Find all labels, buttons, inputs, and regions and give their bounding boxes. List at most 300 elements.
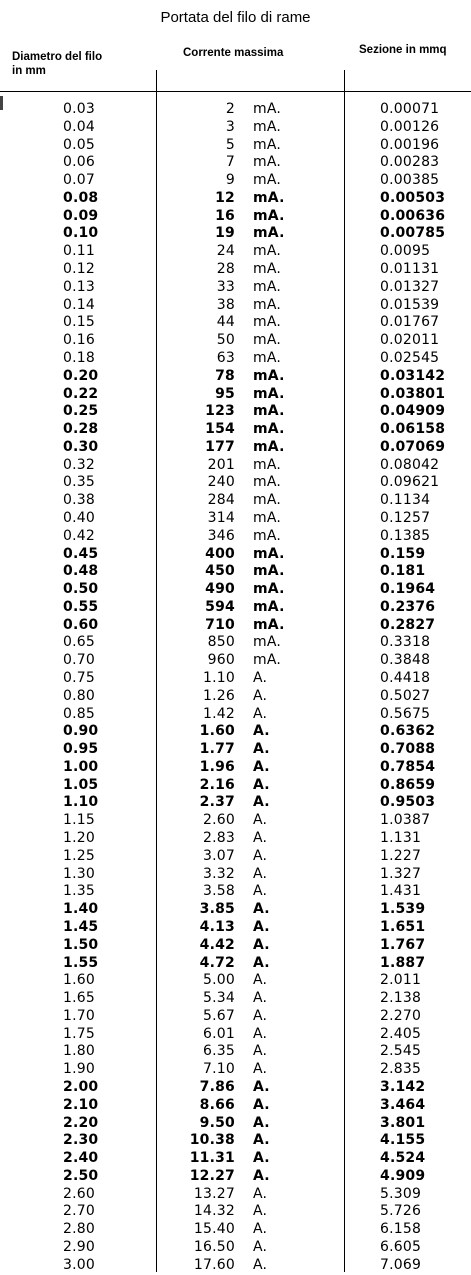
section-cell: 3.801: [380, 1114, 426, 1131]
diameter-cell: 2.20: [63, 1114, 99, 1131]
current-cell: 2.16: [199, 776, 235, 793]
table-row: [0, 759, 471, 777]
table-row: [0, 848, 471, 866]
section-cell: 0.00126: [380, 118, 440, 135]
section-cell: 0.01539: [380, 296, 440, 313]
unit-cell: mA.: [253, 581, 285, 598]
unit-cell: mA.: [253, 332, 282, 349]
section-cell: 0.08042: [380, 456, 440, 473]
table-row: [0, 563, 471, 581]
unit-cell: mA.: [253, 101, 282, 117]
current-cell: 400: [205, 545, 235, 562]
column-header-current: Corrente massima: [183, 47, 284, 59]
unit-cell: A.: [253, 865, 268, 882]
table-row: [0, 474, 471, 492]
table-row: [0, 581, 471, 599]
unit-cell: A.: [253, 990, 268, 1007]
diameter-cell: 2.40: [63, 1150, 99, 1167]
diameter-cell: 0.85: [63, 705, 95, 722]
diameter-cell: 0.05: [63, 136, 95, 153]
unit-cell: mA.: [253, 367, 285, 384]
diameter-cell: 0.55: [63, 598, 99, 615]
unit-cell: mA.: [253, 136, 282, 153]
section-cell: 0.1134: [380, 492, 431, 509]
diameter-cell: 1.25: [63, 847, 95, 864]
unit-cell: A.: [253, 954, 270, 971]
table-row: [0, 688, 471, 706]
current-cell: 12.27: [189, 1167, 235, 1184]
table-row: [0, 883, 471, 901]
current-cell: 78: [215, 367, 235, 384]
current-cell: 7.10: [203, 1061, 235, 1078]
table-row: [0, 1239, 471, 1257]
unit-cell: A.: [253, 1239, 268, 1255]
table-row: [0, 919, 471, 937]
current-cell: 710: [205, 616, 235, 633]
table-row: [0, 794, 471, 812]
unit-cell: A.: [253, 1007, 268, 1024]
table-row: [0, 652, 471, 670]
section-cell: 6.605: [380, 1239, 422, 1255]
diameter-cell: 0.60: [63, 616, 99, 633]
table-row: [0, 332, 471, 350]
current-cell: 15.40: [193, 1221, 235, 1238]
current-cell: 38: [216, 296, 235, 313]
current-cell: 14.32: [193, 1203, 235, 1220]
unit-cell: mA.: [253, 225, 285, 242]
current-cell: 450: [205, 563, 235, 580]
current-cell: 154: [205, 421, 235, 438]
diameter-cell: 3.00: [63, 1256, 95, 1273]
current-cell: 2.37: [199, 794, 235, 811]
section-cell: 1.767: [380, 936, 426, 953]
unit-cell: mA.: [253, 438, 285, 455]
section-cell: 0.181: [380, 563, 426, 580]
unit-cell: A.: [253, 741, 270, 758]
table-row: [0, 830, 471, 848]
current-cell: 4.72: [199, 954, 235, 971]
diameter-cell: 1.20: [63, 830, 95, 847]
section-cell: 0.6362: [380, 723, 436, 740]
diameter-cell: 0.11: [63, 243, 95, 260]
section-cell: 2.545: [380, 1043, 422, 1060]
table-row: [0, 528, 471, 546]
diameter-cell: 1.90: [63, 1061, 95, 1078]
unit-cell: mA.: [253, 314, 282, 331]
unit-cell: A.: [253, 687, 268, 704]
current-cell: 2.83: [203, 830, 235, 847]
diameter-cell: 0.07: [63, 172, 95, 189]
current-cell: 1.96: [199, 758, 235, 775]
current-cell: 63: [216, 349, 235, 366]
section-cell: 0.02545: [380, 349, 440, 366]
unit-cell: A.: [253, 776, 270, 793]
section-cell: 3.464: [380, 1096, 426, 1113]
unit-cell: A.: [253, 705, 268, 722]
section-cell: 0.04909: [380, 403, 446, 420]
current-cell: 4.42: [199, 936, 235, 953]
section-cell: 0.00636: [380, 207, 446, 224]
section-cell: 1.651: [380, 918, 426, 935]
section-cell: 0.7854: [380, 758, 436, 775]
diameter-cell: 0.65: [63, 634, 95, 651]
section-cell: 0.9503: [380, 794, 436, 811]
section-cell: 6.158: [380, 1221, 422, 1238]
section-cell: 1.431: [380, 883, 422, 900]
table-row: [0, 457, 471, 475]
section-cell: 4.155: [380, 1132, 426, 1149]
table-row: [0, 1221, 471, 1239]
diameter-cell: 1.45: [63, 918, 99, 935]
unit-cell: A.: [253, 1096, 270, 1113]
current-cell: 314: [207, 509, 235, 526]
section-cell: 0.06158: [380, 421, 446, 438]
diameter-cell: 0.03: [63, 101, 95, 117]
section-cell: 0.01767: [380, 314, 440, 331]
diameter-cell: 0.18: [63, 349, 95, 366]
current-cell: 490: [205, 581, 235, 598]
diameter-cell: 0.25: [63, 403, 99, 420]
section-cell: 0.2376: [380, 598, 436, 615]
unit-cell: mA.: [253, 207, 285, 224]
section-cell: 0.159: [380, 545, 426, 562]
current-cell: 8.66: [199, 1096, 235, 1113]
diameter-cell: 0.13: [63, 278, 95, 295]
current-cell: 594: [205, 598, 235, 615]
diameter-cell: 1.70: [63, 1007, 95, 1024]
column-header-diameter: Diametro del filo in mm: [12, 51, 103, 77]
unit-cell: mA.: [253, 563, 285, 580]
diameter-cell: 0.09: [63, 207, 99, 224]
section-cell: 4.909: [380, 1167, 426, 1184]
unit-cell: mA.: [253, 492, 282, 509]
section-cell: 0.03142: [380, 367, 446, 384]
diameter-cell: 0.75: [63, 670, 95, 686]
diameter-cell: 1.65: [63, 990, 95, 1007]
table-row: [0, 777, 471, 795]
section-cell: 5.726: [380, 1203, 422, 1220]
section-cell: 0.3848: [380, 652, 431, 669]
section-cell: 0.09621: [380, 474, 440, 491]
diameter-cell: 0.32: [63, 456, 95, 473]
section-cell: 0.8659: [380, 776, 436, 793]
table-row: [0, 972, 471, 990]
unit-cell: mA.: [253, 527, 282, 544]
table-row: [0, 1115, 471, 1133]
diameter-cell: 1.35: [63, 883, 95, 900]
table-row: [0, 243, 471, 261]
table-row: [0, 1026, 471, 1044]
current-cell: 9.50: [199, 1114, 235, 1131]
section-cell: 1.0387: [380, 812, 431, 829]
section-cell: 2.835: [380, 1061, 422, 1078]
diameter-cell: 1.50: [63, 936, 99, 953]
diameter-cell: 1.80: [63, 1043, 95, 1060]
unit-cell: mA.: [253, 652, 282, 669]
current-cell: 3.07: [203, 847, 235, 864]
unit-cell: mA.: [253, 278, 282, 295]
diameter-cell: 2.90: [63, 1239, 95, 1255]
diameter-cell: 0.28: [63, 421, 99, 438]
section-cell: 4.524: [380, 1150, 426, 1167]
section-cell: 0.00785: [380, 225, 446, 242]
current-cell: 50: [216, 332, 235, 349]
diameter-cell: 1.15: [63, 812, 95, 829]
current-cell: 3.32: [203, 865, 235, 882]
section-cell: 1.887: [380, 954, 426, 971]
table-row: [0, 208, 471, 226]
current-cell: 1.26: [203, 687, 235, 704]
unit-cell: A.: [253, 723, 270, 740]
table-row: [0, 172, 471, 190]
diameter-cell: 2.10: [63, 1096, 99, 1113]
table-row: [0, 1079, 471, 1097]
header-divider: [0, 91, 471, 92]
table-row: [0, 723, 471, 741]
diameter-cell: 1.40: [63, 901, 99, 918]
current-cell: 2.60: [203, 812, 235, 829]
current-cell: 3.58: [203, 883, 235, 900]
unit-cell: mA.: [253, 243, 282, 260]
unit-cell: mA.: [253, 349, 282, 366]
current-cell: 3: [225, 118, 235, 135]
diameter-cell: 0.95: [63, 741, 99, 758]
table-row: [0, 154, 471, 172]
diameter-cell: 0.50: [63, 581, 99, 598]
table-row: [0, 1043, 471, 1061]
table-row: [0, 741, 471, 759]
unit-cell: mA.: [253, 118, 282, 135]
section-cell: 0.00385: [380, 172, 440, 189]
unit-cell: A.: [253, 1185, 268, 1202]
section-cell: 2.011: [380, 972, 422, 989]
current-cell: 346: [207, 527, 235, 544]
section-cell: 0.02011: [380, 332, 440, 349]
diameter-cell: 0.90: [63, 723, 99, 740]
section-cell: 0.01327: [380, 278, 440, 295]
current-cell: 6.35: [203, 1043, 235, 1060]
diameter-cell: 0.38: [63, 492, 95, 509]
unit-cell: A.: [253, 1061, 268, 1078]
diameter-cell: 0.10: [63, 225, 99, 242]
table-row: [0, 866, 471, 884]
current-cell: 284: [207, 492, 235, 509]
unit-cell: mA.: [253, 421, 285, 438]
diameter-cell: 1.60: [63, 972, 95, 989]
unit-cell: mA.: [253, 385, 285, 402]
table-row: [0, 403, 471, 421]
section-cell: 0.2827: [380, 616, 436, 633]
unit-cell: mA.: [253, 474, 282, 491]
section-cell: 0.1257: [380, 509, 431, 526]
unit-cell: mA.: [253, 296, 282, 313]
table-row: [0, 990, 471, 1008]
diameter-cell: 2.60: [63, 1185, 95, 1202]
section-cell: 3.142: [380, 1078, 426, 1095]
current-cell: 177: [205, 438, 235, 455]
unit-cell: A.: [253, 901, 270, 918]
diameter-cell: 2.00: [63, 1078, 99, 1095]
unit-cell: A.: [253, 1043, 268, 1060]
diameter-cell: 1.00: [63, 758, 99, 775]
diameter-cell: 2.50: [63, 1167, 99, 1184]
unit-cell: A.: [253, 1150, 270, 1167]
unit-cell: mA.: [253, 261, 282, 278]
section-cell: 0.00283: [380, 154, 440, 171]
diameter-cell: 0.20: [63, 367, 99, 384]
diameter-cell: 0.45: [63, 545, 99, 562]
table-row: [0, 901, 471, 919]
current-cell: 2: [225, 101, 235, 117]
diameter-cell: 0.30: [63, 438, 99, 455]
section-cell: 0.1385: [380, 527, 431, 544]
unit-cell: mA.: [253, 616, 285, 633]
diameter-cell: 0.04: [63, 118, 95, 135]
current-cell: 201: [207, 456, 235, 473]
table-row: [0, 225, 471, 243]
table-row: [0, 492, 471, 510]
unit-cell: A.: [253, 1167, 270, 1184]
table-row: [0, 190, 471, 208]
current-cell: 1.42: [203, 705, 235, 722]
table-row: [0, 439, 471, 457]
diameter-cell: 2.30: [63, 1132, 99, 1149]
current-cell: 17.60: [193, 1256, 235, 1273]
table-row: [0, 119, 471, 137]
section-cell: 2.138: [380, 990, 422, 1007]
diameter-cell: 0.22: [63, 385, 99, 402]
current-cell: 6.01: [203, 1025, 235, 1042]
current-cell: 16: [215, 207, 235, 224]
table-row: [0, 101, 471, 119]
section-cell: 0.01131: [380, 261, 440, 278]
section-cell: 0.5675: [380, 705, 431, 722]
section-cell: 5.309: [380, 1185, 422, 1202]
unit-cell: A.: [253, 1114, 270, 1131]
diameter-cell: 1.30: [63, 865, 95, 882]
diameter-cell: 1.55: [63, 954, 99, 971]
diameter-cell: 0.42: [63, 527, 95, 544]
table-row: [0, 297, 471, 315]
section-cell: 0.3318: [380, 634, 431, 651]
unit-cell: A.: [253, 1256, 268, 1273]
diameter-cell: 0.06: [63, 154, 95, 171]
section-cell: 0.5027: [380, 687, 431, 704]
unit-cell: mA.: [253, 634, 282, 651]
diameter-cell: 0.15: [63, 314, 95, 331]
table-row: [0, 421, 471, 439]
current-cell: 5.00: [203, 972, 235, 989]
unit-cell: A.: [253, 918, 270, 935]
table-row: [0, 1008, 471, 1026]
unit-cell: A.: [253, 812, 268, 829]
current-cell: 1.77: [199, 741, 235, 758]
table-row: [0, 314, 471, 332]
unit-cell: A.: [253, 830, 268, 847]
section-cell: 0.03801: [380, 385, 446, 402]
table-row: [0, 386, 471, 404]
unit-cell: A.: [253, 670, 268, 686]
section-cell: 0.0095: [380, 243, 431, 260]
table-row: [0, 350, 471, 368]
current-cell: 19: [215, 225, 235, 242]
section-cell: 2.405: [380, 1025, 422, 1042]
section-cell: 0.4418: [380, 670, 431, 686]
diameter-cell: 0.14: [63, 296, 95, 313]
current-cell: 12: [215, 189, 235, 206]
table-row: [0, 1186, 471, 1204]
current-cell: 123: [205, 403, 235, 420]
current-cell: 960: [207, 652, 235, 669]
table-row: [0, 510, 471, 528]
table-body: [0, 101, 471, 1275]
diameter-cell: 2.80: [63, 1221, 95, 1238]
table-row: [0, 137, 471, 155]
page-title: Portata del filo di rame: [160, 9, 311, 26]
section-cell: 1.539: [380, 901, 426, 918]
diameter-cell: 1.05: [63, 776, 99, 793]
current-cell: 5: [225, 136, 235, 153]
unit-cell: mA.: [253, 189, 285, 206]
current-cell: 9: [225, 172, 235, 189]
unit-cell: A.: [253, 972, 268, 989]
unit-cell: mA.: [253, 509, 282, 526]
diameter-cell: 0.35: [63, 474, 95, 491]
section-cell: 0.00071: [380, 101, 440, 117]
unit-cell: mA.: [253, 172, 282, 189]
current-cell: 240: [207, 474, 235, 491]
unit-cell: A.: [253, 1132, 270, 1149]
table-row: [0, 599, 471, 617]
unit-cell: mA.: [253, 598, 285, 615]
current-cell: 3.85: [199, 901, 235, 918]
table-row: [0, 634, 471, 652]
current-cell: 24: [216, 243, 235, 260]
current-cell: 11.31: [189, 1150, 235, 1167]
section-cell: 7.069: [380, 1256, 422, 1273]
table-row: [0, 1150, 471, 1168]
diameter-cell: 0.70: [63, 652, 95, 669]
unit-cell: A.: [253, 883, 268, 900]
section-cell: 0.07069: [380, 438, 446, 455]
unit-cell: A.: [253, 847, 268, 864]
unit-cell: A.: [253, 1078, 270, 1095]
diameter-cell: 1.10: [63, 794, 99, 811]
section-cell: 1.327: [380, 865, 422, 882]
unit-cell: mA.: [253, 403, 285, 420]
unit-cell: A.: [253, 758, 270, 775]
table-row: [0, 1061, 471, 1079]
unit-cell: A.: [253, 936, 270, 953]
current-cell: 33: [216, 278, 235, 295]
table-row: [0, 955, 471, 973]
current-cell: 44: [216, 314, 235, 331]
table-row: [0, 812, 471, 830]
current-cell: 850: [207, 634, 235, 651]
diameter-cell: 0.16: [63, 332, 95, 349]
table-row: [0, 368, 471, 386]
diameter-cell: 2.70: [63, 1203, 95, 1220]
unit-cell: mA.: [253, 456, 282, 473]
diameter-cell: 0.48: [63, 563, 99, 580]
table-row: [0, 546, 471, 564]
current-cell: 10.38: [189, 1132, 235, 1149]
current-cell: 4.13: [199, 918, 235, 935]
unit-cell: mA.: [253, 154, 282, 171]
column-header-section: Sezione in mmq: [359, 44, 447, 56]
table-row: [0, 261, 471, 279]
current-cell: 95: [215, 385, 235, 402]
